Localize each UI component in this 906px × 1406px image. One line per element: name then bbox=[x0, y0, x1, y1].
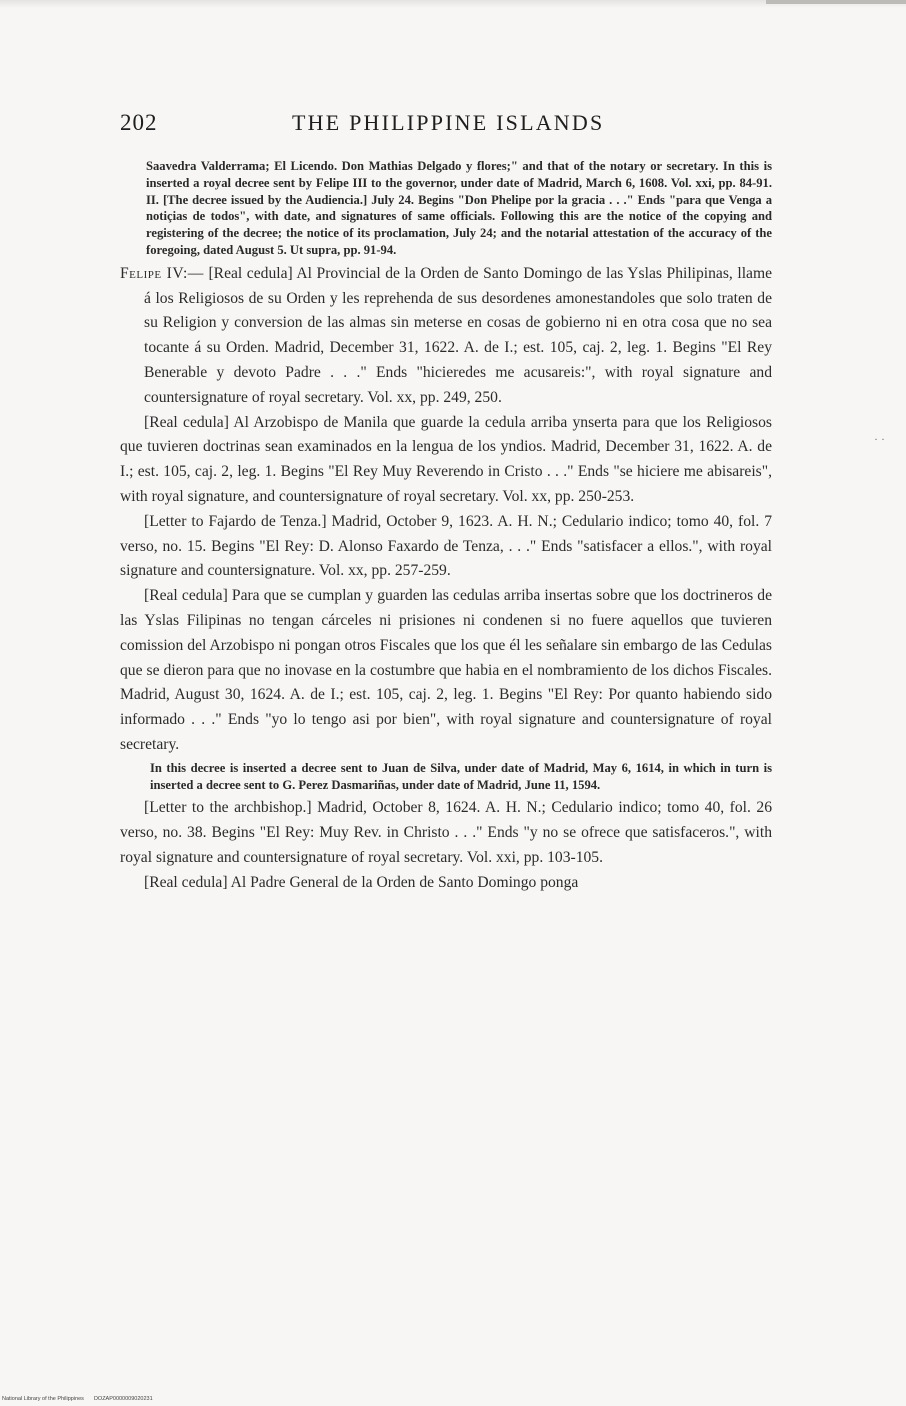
decree-note: In this decree is inserted a decree sent to Juan de Silva, under date of Madrid, May 6, 1614, in which in turn is inserted a decree sent to G. Perez Dasmariñas, under date of Madrid, June 11, 1594. bbox=[150, 760, 772, 792]
entry-padre-general bbox=[120, 871, 772, 896]
entry-text: [Real cedula] Al Provincial de la Orden de Santo Domingo de las Yslas Philipinas, llame á los Religiosos de su Orden y les reprehenda de sus desordenes amonestandoles que solo traten de su Religion y conversion de las almas sin meterse en cosas de gobierno ni en otra cosa que no sea tocante á su Orden. Madrid, December 31, 1622. A. de I.; est. 105, caj. 2, leg. 1. Begins "El Rey Benerable y devoto Padre . . ." Ends "hicieredes me acusareis:", with royal signature and countersignature of royal secretary. Vol. xx, pp. 249, 250. bbox=[144, 264, 773, 406]
scan-edge-marks: · · bbox=[874, 432, 885, 446]
scan-footer bbox=[2, 1396, 153, 1402]
running-title: THE PHILIPPINE ISLANDS bbox=[292, 110, 605, 135]
entry-letter-fajardo bbox=[120, 510, 772, 584]
entry-felipe-iv bbox=[120, 262, 773, 411]
page-top-edge bbox=[0, 0, 906, 8]
entry-text: [Real cedula] Al Arzobispo de Manila que guarde la cedula arriba ynserta para que los Religiosos que tuvieren doctrinas sean examinados en la lengua de los yndios. Madrid, December 31, 1622. A. de I.; est. 105, caj. 2, leg. 1. Begins "El Rey Muy Reverendo in Cristo . . ." Ends "se hiciere me abisareis", with royal signature, and countersignature of royal secretary. Vol. xx, pp. 250-253. bbox=[120, 413, 772, 505]
scan-code: DOZAP0000009020231 bbox=[93, 1396, 153, 1402]
entry-heading: Felipe IV:— bbox=[120, 264, 204, 282]
library-name: National Library of the Philippines bbox=[2, 1396, 84, 1402]
page-number: 202 bbox=[120, 110, 158, 135]
entry-letter-archbishop bbox=[120, 796, 772, 870]
entry-text: [Letter to Fajardo de Tenza.] Madrid, October 9, 1623. A. H. N.; Cedulario indico; tomo 40, fol. 7 verso, no. 15. Begins "El Rey: D. Alonso Faxardo de Tenza, . . ." Ends "satisfacer a ellos.", with royal signature and countersignature. Vol. xx, pp. 257-259. bbox=[120, 512, 772, 580]
footnote-continuation: Saavedra Valderrama; El Licendo. Don Mathias Delgado y flores;" and that of the notary or secretary. In this is inserted a royal decree sent by Felipe III to the governor, under date of Madrid, March 6, 1608. Vol. xxi, pp. 84-91. II. [The decree issued by the Audiencia.] July 24. Begins "Don Phelipe por la gracia . . ." Ends "para que Venga a notiçias de todos", with date, and signatures of same officials. Following this are the notice of the copying and registering of the decree; the notice of its proclamation, July 24; and the notarial attestation of the accuracy of the foregoing, dated August 5. Ut supra, pp. 91-94. bbox=[146, 159, 772, 257]
entry-text: [Real cedula] Al Padre General de la Orden de Santo Domingo ponga bbox=[144, 873, 579, 891]
page-body bbox=[120, 158, 772, 896]
entry-text: [Real cedula] Para que se cumplan y guarden las cedulas arriba insertas sobre que los doctrineros de las Yslas Filipinas no tengan cárceles ni prisiones ni condenen si no fuere aquellos que tuvieren comission del Arzobispo ni pongan otros Fiscales que los que él les señalare sin embargo de las Cedulas que se dieron para que no inovase en la costumbre que habia en el nombramiento de los dichos Fiscales. Madrid, August 30, 1624. A. de I.; est. 105, caj. 2, leg. 1. Begins "El Rey: Por quanto habiendo sido informado . . ." Ends "yo lo tengo asi por bien", with royal signature and countersignature of royal secretary. bbox=[120, 587, 772, 753]
entry-doctrineros-cedula bbox=[120, 584, 772, 758]
entry-arzobispo-cedula bbox=[120, 411, 772, 510]
entry-text: [Letter to the archbishop.] Madrid, October 8, 1624. A. H. N.; Cedulario indico; tomo 40, fol. 26 verso, no. 38. Begins "El Rey: Muy Rev. in Christo . . ." Ends "y no se ofrece que satisfaceros.", with royal signature and countersignature of royal secretary. Vol. xxi, pp. 103-105. bbox=[120, 799, 772, 866]
page-header bbox=[120, 110, 770, 140]
